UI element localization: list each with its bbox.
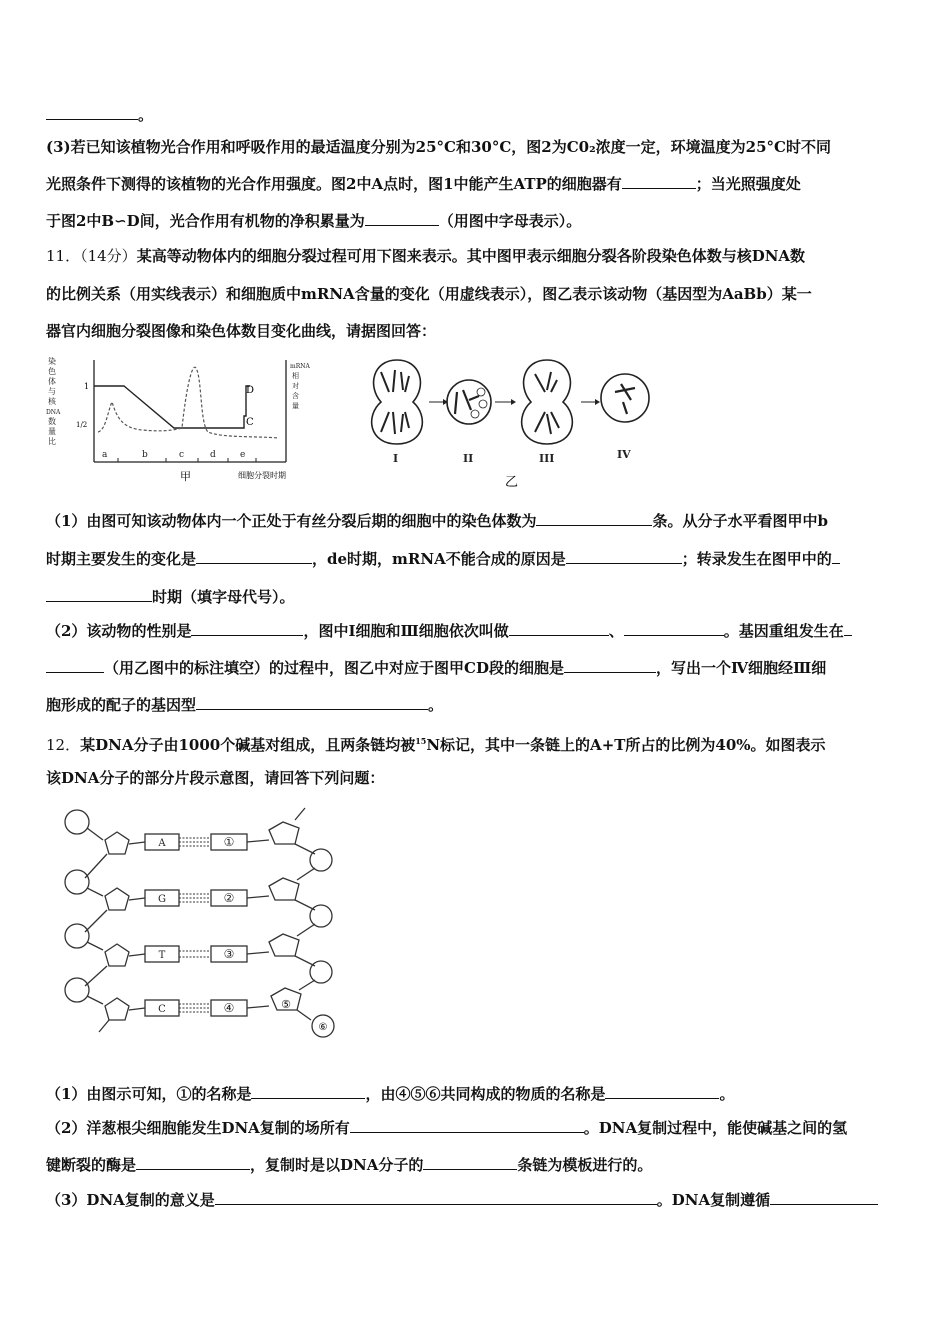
blank[interactable] bbox=[46, 658, 104, 673]
svg-text:e: e bbox=[240, 450, 246, 460]
q10-part3-line3: 于图2中B∽D间，光合作用有机物的净积累量为 （用图中字母表示）。 bbox=[46, 212, 582, 230]
blank[interactable] bbox=[536, 511, 652, 526]
cell-iii bbox=[522, 360, 573, 444]
blank[interactable] bbox=[605, 1084, 719, 1099]
blank[interactable] bbox=[622, 174, 696, 189]
svg-text:含: 含 bbox=[292, 392, 299, 400]
q11-part2-line1: （2）该动物的性别是 ，图中Ⅰ细胞和Ⅲ细胞依次叫做 、 。基因重组发生在 bbox=[46, 620, 906, 642]
blank[interactable] bbox=[350, 1118, 584, 1133]
svg-text:核: 核 bbox=[48, 397, 56, 406]
svg-text:mRNA: mRNA bbox=[290, 363, 310, 370]
svg-text:G: G bbox=[158, 894, 166, 905]
svg-text:C: C bbox=[158, 1004, 166, 1015]
fig-jia-xlabel: 细胞分裂时期 bbox=[238, 471, 286, 480]
svg-text:②: ② bbox=[223, 891, 235, 905]
svg-text:T: T bbox=[158, 950, 166, 961]
q11-stem-line1: 11．（14分）某高等动物体内的细胞分裂过程可用下图来表示。其中图甲表示细胞分裂各阶段染色体数与核DNA数 bbox=[46, 247, 806, 265]
q11-part1-line3: 时期（填字母代号）。 bbox=[46, 586, 906, 608]
q11-stem-line3: 器官内细胞分裂图像和染色体数目变化曲线，请据图回答： bbox=[46, 322, 437, 340]
blank[interactable] bbox=[215, 1190, 657, 1205]
blank[interactable] bbox=[196, 549, 312, 564]
svg-text:量: 量 bbox=[48, 427, 56, 436]
cell-iv bbox=[601, 374, 649, 422]
fig-jia-yhalf: 1/2 bbox=[76, 421, 88, 429]
q10-part3-line2: 光照条件下测得的该植物的光合作用强度。图2中A点时，图1中能产生ATP的细胞器有 ；当光照强度处 bbox=[46, 175, 801, 193]
svg-text:③: ③ bbox=[223, 947, 235, 961]
svg-text:量: 量 bbox=[292, 402, 299, 410]
q11-part2-line3: 胞形成的配子的基因型 。 bbox=[46, 696, 444, 714]
blank[interactable] bbox=[196, 695, 428, 710]
svg-text:II: II bbox=[463, 452, 474, 465]
blank[interactable] bbox=[423, 1155, 517, 1170]
blank[interactable] bbox=[770, 1190, 878, 1205]
cell-i bbox=[372, 360, 423, 444]
svg-text:染: 染 bbox=[48, 357, 56, 366]
q12-part1: （1）由图示可知，①的名称是 ，由④⑤⑥共同构成的物质的名称是 。 bbox=[46, 1085, 735, 1103]
dna-bases bbox=[157, 838, 166, 1015]
svg-text:色: 色 bbox=[48, 367, 56, 376]
svg-text:c: c bbox=[179, 450, 185, 460]
fig-jia-caption: 甲 bbox=[180, 470, 191, 483]
fig-jia-periods bbox=[102, 450, 245, 460]
svg-text:①: ① bbox=[223, 835, 235, 849]
ratio-solid-line bbox=[94, 386, 250, 428]
svg-text:相: 相 bbox=[292, 372, 299, 380]
dna-sugar-label: ⑤ bbox=[281, 998, 291, 1011]
figure-jia bbox=[46, 350, 316, 490]
svg-text:a: a bbox=[102, 450, 108, 460]
svg-text:d: d bbox=[210, 450, 216, 460]
q10-answer-line: 。 bbox=[46, 104, 906, 126]
q11-stem-line2: 的比例关系（用实线表示）和细胞质中mRNA含量的变化（用虚线表示），图乙表示该动物（基因型为AaBb）某一 bbox=[46, 285, 812, 303]
fig-jia-point-c: C bbox=[246, 417, 254, 428]
svg-text:数: 数 bbox=[48, 417, 56, 426]
q12-part2-line1: （2）洋葱根尖细胞能发生DNA复制的场所有 。DNA复制过程中，能使碱基之间的氢 bbox=[46, 1119, 848, 1137]
svg-text:体: 体 bbox=[48, 377, 56, 386]
svg-text:④: ④ bbox=[223, 1001, 235, 1015]
dna-phosphate-label: ⑥ bbox=[318, 1022, 328, 1033]
svg-text:DNA: DNA bbox=[46, 409, 61, 416]
blank[interactable] bbox=[191, 621, 303, 636]
blank[interactable] bbox=[46, 587, 152, 602]
q12-part2-line2: 键断裂的酶是 ，复制时是以DNA分子的 条链为模板进行的。 bbox=[46, 1156, 653, 1174]
q12-part3: （3）DNA复制的意义是 。DNA复制遵循 bbox=[46, 1189, 906, 1211]
blank[interactable] bbox=[46, 105, 138, 120]
blank[interactable] bbox=[509, 621, 609, 636]
svg-text:对: 对 bbox=[292, 382, 299, 390]
blank[interactable] bbox=[832, 549, 840, 564]
blank[interactable] bbox=[365, 211, 439, 226]
fig-yi-caption: 乙 bbox=[505, 475, 519, 490]
q11-part1-line2: 时期主要发生的变化是 ，de时期，mRNA不能合成的原因是 ；转录发生在图甲中的 bbox=[46, 548, 906, 570]
svg-text:b: b bbox=[142, 450, 148, 460]
blank[interactable] bbox=[844, 621, 852, 636]
svg-text:III: III bbox=[539, 452, 555, 465]
cell-ii bbox=[447, 380, 491, 424]
fig-jia-rlabel bbox=[290, 363, 310, 410]
blank[interactable] bbox=[251, 1084, 365, 1099]
fig-jia-y1: 1 bbox=[84, 382, 90, 391]
q10-part3-line1: (3)若已知该植物光合作用和呼吸作用的最适温度分别为25°C和30°C，图2为C0₂浓度一定，环境温度为25°C时不同 bbox=[46, 138, 831, 156]
dna-pair-labels bbox=[224, 835, 235, 1015]
svg-text:比: 比 bbox=[48, 437, 56, 446]
q11-part1-line1: （1）由图可知该动物体内一个正处于有丝分裂后期的细胞中的染色体数为 条。从分子水平看图甲中b bbox=[46, 512, 828, 530]
svg-text:I: I bbox=[393, 452, 399, 465]
figure-yi bbox=[355, 352, 660, 492]
blank[interactable] bbox=[564, 658, 656, 673]
svg-text:IV: IV bbox=[617, 448, 631, 461]
fig-jia-point-d: D bbox=[246, 385, 255, 396]
blank[interactable] bbox=[566, 549, 682, 564]
blank[interactable] bbox=[624, 621, 724, 636]
fig-jia-ylabel bbox=[46, 356, 61, 446]
q12-stem-line2: 该DNA分子的部分片段示意图，请回答下列问题： bbox=[46, 769, 385, 787]
q12-stem-line1: 12．某DNA分子由1000个碱基对组成，且两条链均被$^{15}$N标记，其中一条链上的A+T所占的比例为40%。如图表示 bbox=[46, 736, 826, 754]
q11-part2-line2: （用乙图中的标注填空）的过程中，图乙中对应于图甲CD段的细胞是 ，写出一个Ⅳ细胞经Ⅲ细 bbox=[46, 657, 906, 679]
svg-text:A: A bbox=[158, 838, 166, 849]
blank[interactable] bbox=[136, 1155, 250, 1170]
dna-figure bbox=[55, 800, 355, 1055]
fig-yi-labels bbox=[393, 448, 631, 465]
svg-text:与: 与 bbox=[48, 387, 56, 396]
